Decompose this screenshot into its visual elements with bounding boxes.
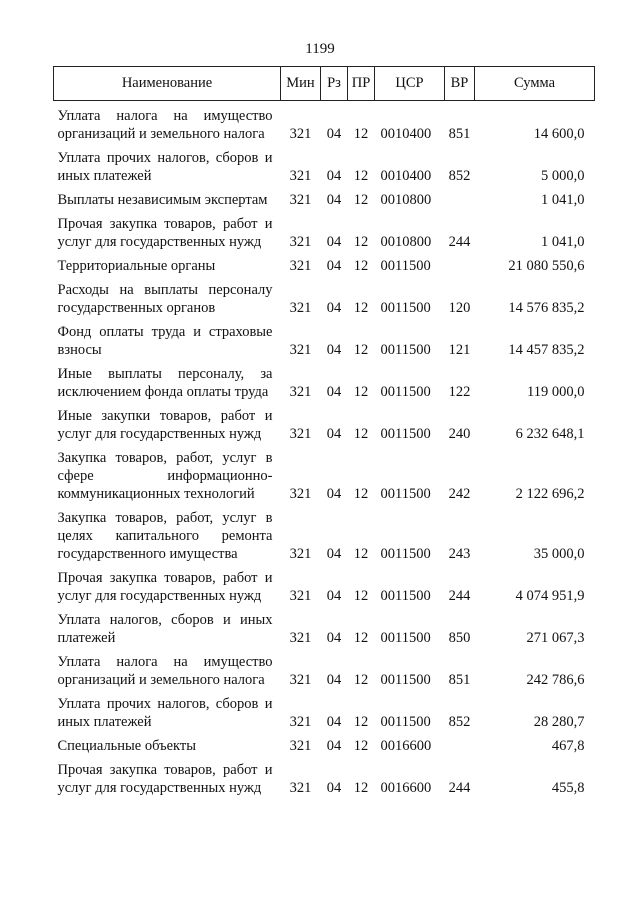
cell-sum: 1 041,0 (541, 192, 585, 208)
cell-csr: 0011500 (380, 258, 431, 274)
cell-pr: 12 (353, 384, 369, 400)
cell-pr: 12 (353, 780, 369, 796)
cell-name: Иные закупки товаров, работ и услуг для государственных нужд (57, 408, 273, 442)
cell-rz: 04 (326, 630, 342, 646)
cell-min: 321 (289, 234, 312, 250)
cell-pr: 12 (353, 738, 369, 754)
cell-csr: 0011500 (380, 300, 431, 316)
table-row (54, 101, 595, 147)
cell-csr: 0010800 (380, 234, 432, 250)
cell-rz: 04 (326, 342, 342, 358)
header-csr: ЦСР (375, 67, 445, 101)
cell-name: Уплата налога на имущество организаций и земельного налога (57, 108, 273, 142)
header-vr: ВР (445, 67, 475, 101)
cell-sum: 119 000,0 (527, 384, 585, 400)
cell-csr: 0010400 (380, 126, 432, 142)
cell-pr: 12 (353, 426, 369, 442)
cell-sum: 6 232 648,1 (515, 426, 585, 442)
cell-vr: 240 (448, 426, 471, 442)
table-row (54, 608, 595, 650)
cell-min: 321 (289, 342, 312, 358)
cell-min: 321 (289, 630, 312, 646)
cell-csr: 0016600 (380, 780, 432, 796)
cell-sum: 467,8 (551, 738, 585, 754)
cell-vr: 852 (448, 714, 471, 730)
cell-min: 321 (289, 486, 312, 502)
cell-rz: 04 (326, 780, 342, 796)
cell-sum: 271 067,3 (526, 630, 585, 646)
cell-pr: 12 (353, 714, 369, 730)
cell-sum: 4 074 951,9 (515, 588, 585, 604)
cell-rz: 04 (326, 426, 342, 442)
cell-min: 321 (289, 546, 312, 562)
cell-vr: 852 (448, 168, 471, 184)
cell-sum: 14 457 835,2 (508, 342, 585, 358)
table-row (54, 212, 595, 254)
cell-min: 321 (289, 588, 312, 604)
cell-pr: 12 (353, 486, 369, 502)
cell-pr: 12 (353, 192, 369, 208)
header-rz: Рз (321, 67, 348, 101)
budget-table (53, 66, 595, 800)
cell-name: Уплата налога на имущество организаций и земельного налога (57, 654, 273, 688)
cell-name: Закупка товаров, работ, услуг в целях капитального ремонта государственного имущества (57, 510, 273, 562)
cell-pr: 12 (353, 168, 369, 184)
table-row (54, 188, 595, 212)
cell-rz: 04 (326, 234, 342, 250)
header-min: Мин (281, 67, 321, 101)
cell-rz: 04 (326, 672, 342, 688)
cell-name: Специальные объекты (57, 738, 196, 754)
cell-sum: 1 041,0 (541, 234, 585, 250)
cell-name: Уплата прочих налогов, сборов и иных платежей (57, 696, 273, 730)
header-pr: ПР (348, 67, 375, 101)
table-row (54, 362, 595, 404)
cell-min: 321 (289, 426, 312, 442)
cell-csr: 0011500 (380, 588, 431, 604)
cell-pr: 12 (353, 630, 369, 646)
cell-pr: 12 (353, 126, 369, 142)
cell-csr: 0011500 (380, 672, 431, 688)
table-row (54, 506, 595, 566)
cell-rz: 04 (326, 486, 342, 502)
cell-sum: 5 000,0 (541, 168, 585, 184)
cell-min: 321 (289, 258, 312, 274)
cell-rz: 04 (326, 300, 342, 316)
cell-sum: 14 576 835,2 (508, 300, 585, 316)
cell-name: Закупка товаров, работ, услуг в сфере информационно-коммуникационных технологий (57, 450, 273, 502)
cell-pr: 12 (353, 342, 369, 358)
cell-rz: 04 (326, 714, 342, 730)
cell-rz: 04 (326, 126, 342, 142)
cell-sum: 455,8 (551, 780, 585, 796)
table-row (54, 692, 595, 734)
cell-name: Прочая закупка товаров, работ и услуг для государственных нужд (57, 570, 273, 604)
header-name: Наименование (54, 67, 281, 101)
table-row (54, 650, 595, 692)
page-number: 1199 (305, 41, 335, 57)
cell-min: 321 (289, 168, 312, 184)
cell-vr (445, 734, 475, 758)
cell-vr: 120 (448, 300, 471, 316)
cell-name: Фонд оплаты труда и страховые взносы (57, 324, 273, 358)
cell-name: Уплата прочих налогов, сборов и иных платежей (57, 150, 273, 184)
table-row (54, 446, 595, 506)
cell-pr: 12 (353, 300, 369, 316)
cell-csr: 0011500 (380, 630, 431, 646)
cell-min: 321 (289, 384, 312, 400)
table-row (54, 320, 595, 362)
cell-vr: 851 (448, 126, 471, 142)
cell-min: 321 (289, 192, 312, 208)
cell-min: 321 (289, 126, 312, 142)
cell-vr: 851 (448, 672, 471, 688)
cell-sum: 2 122 696,2 (515, 486, 585, 502)
cell-sum: 242 786,6 (526, 672, 585, 688)
cell-pr: 12 (353, 546, 369, 562)
cell-rz: 04 (326, 384, 342, 400)
cell-vr: 242 (448, 486, 471, 502)
cell-vr: 244 (448, 780, 471, 796)
cell-csr: 0011500 (380, 546, 431, 562)
cell-name: Выплаты независимым экспертам (57, 192, 268, 208)
table-header-row (54, 67, 595, 101)
cell-min: 321 (289, 738, 312, 754)
cell-rz: 04 (326, 192, 342, 208)
cell-name: Уплата налогов, сборов и иных платежей (57, 612, 273, 646)
table-row (54, 254, 595, 278)
cell-rz: 04 (326, 546, 342, 562)
table-row (54, 278, 595, 320)
cell-sum: 28 280,7 (533, 714, 585, 730)
cell-vr (445, 254, 475, 278)
header-sum: Сумма (475, 67, 595, 101)
cell-min: 321 (289, 780, 312, 796)
cell-vr: 244 (448, 588, 471, 604)
cell-vr: 850 (448, 630, 471, 646)
cell-rz: 04 (326, 258, 342, 274)
cell-vr: 121 (448, 342, 471, 358)
cell-name: Иные выплаты персоналу, за исключением фонда оплаты труда (57, 366, 273, 400)
cell-pr: 12 (353, 234, 369, 250)
cell-csr: 0011500 (380, 714, 431, 730)
cell-csr: 0011500 (380, 486, 431, 502)
table-body (54, 101, 595, 801)
cell-rz: 04 (326, 738, 342, 754)
table-row (54, 566, 595, 608)
cell-rz: 04 (326, 588, 342, 604)
cell-name: Расходы на выплаты персоналу государственных органов (57, 282, 273, 316)
table-row (54, 404, 595, 446)
cell-min: 321 (289, 672, 312, 688)
cell-min: 321 (289, 714, 312, 730)
table-row (54, 146, 595, 188)
cell-sum: 21 080 550,6 (508, 258, 585, 274)
cell-name: Территориальные органы (57, 258, 216, 274)
cell-name: Прочая закупка товаров, работ и услуг для государственных нужд (57, 762, 273, 796)
cell-vr (445, 188, 475, 212)
cell-csr: 0011500 (380, 426, 431, 442)
cell-csr: 0010400 (380, 168, 432, 184)
cell-csr: 0011500 (380, 384, 431, 400)
cell-name: Прочая закупка товаров, работ и услуг для государственных нужд (57, 216, 273, 250)
cell-sum: 14 600,0 (533, 126, 585, 142)
cell-pr: 12 (353, 672, 369, 688)
cell-csr: 0010800 (380, 192, 432, 208)
cell-vr: 244 (448, 234, 471, 250)
cell-csr: 0016600 (380, 738, 432, 754)
cell-min: 321 (289, 300, 312, 316)
cell-sum: 35 000,0 (533, 546, 585, 562)
cell-pr: 12 (353, 588, 369, 604)
cell-vr: 243 (448, 546, 471, 562)
table-row (54, 734, 595, 758)
cell-csr: 0011500 (380, 342, 431, 358)
cell-rz: 04 (326, 168, 342, 184)
cell-pr: 12 (353, 258, 369, 274)
table-row (54, 758, 595, 800)
cell-vr: 122 (448, 384, 471, 400)
